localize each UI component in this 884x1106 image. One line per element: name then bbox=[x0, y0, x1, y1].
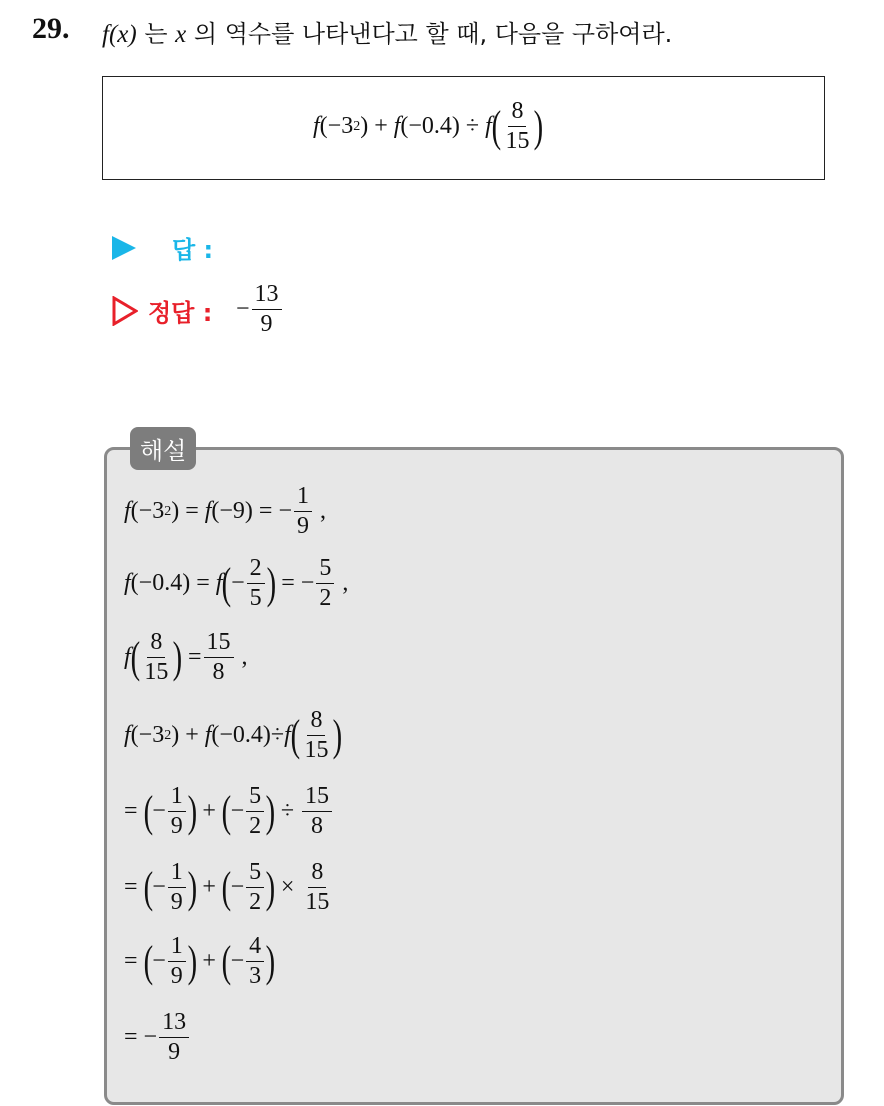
correct-label: 정답 : bbox=[148, 299, 213, 327]
question-text-part2: 의 역수를 나타낸다고 할 때, 다음을 구하여라. bbox=[193, 20, 673, 48]
solution-line-5: = ( − $\frac{1}{9}$ ) + ( − $\frac{5}{2}$ ) ÷ $\frac{15}{8}$ bbox=[124, 784, 334, 839]
solution-line-7: = ( − $\frac{1}{9}$ ) + ( − $\frac{4}{3}$ ) bbox=[124, 933, 276, 990]
solution-line-2: f (−0.4) = f ( − $\frac{2}{5}$ ) = − $\frac{5}{2}$ , bbox=[124, 555, 349, 612]
correct-value bbox=[236, 282, 284, 337]
question-number: 29. bbox=[32, 12, 70, 45]
correct-denominator: 9 bbox=[260, 311, 273, 338]
solution-line-8: = − $\frac{13}{9}$ bbox=[124, 1010, 191, 1065]
answer-label: 답 : bbox=[172, 236, 214, 264]
answer-arrow-icon bbox=[112, 236, 136, 260]
solution-line-6: = ( − $\frac{1}{9}$ ) + ( − $\frac{5}{2}$ ) × $\frac{8}{15}$ bbox=[124, 859, 330, 916]
expression-box bbox=[102, 76, 825, 180]
correct-arrow-icon bbox=[112, 296, 138, 326]
correct-numerator: 13 bbox=[252, 282, 282, 310]
x-variable: x bbox=[175, 21, 187, 48]
solution-line-4: f (−3 2 ) + f (−0.4)÷ f ( $\frac{8}{15}$ ) bbox=[124, 707, 343, 764]
question-text bbox=[102, 14, 672, 49]
correct-sign: − bbox=[236, 296, 250, 323]
solution-tab: 해설 bbox=[130, 427, 196, 470]
expression: f (−3 2 ) + f (−0.4) ÷ f ( $\frac{8}{15}$ ) bbox=[313, 98, 544, 155]
solution-box bbox=[104, 447, 844, 1105]
solution-line-1: f (−3 2 ) = f (−9) = − $\frac{1}{9}$ , bbox=[124, 483, 326, 540]
solution-line-3: f ( $\frac{8}{15}$ ) = $\frac{15}{8}$ , bbox=[124, 629, 248, 686]
fx-label: f(x) bbox=[102, 21, 137, 48]
question-text-part1: 는 bbox=[144, 20, 168, 48]
